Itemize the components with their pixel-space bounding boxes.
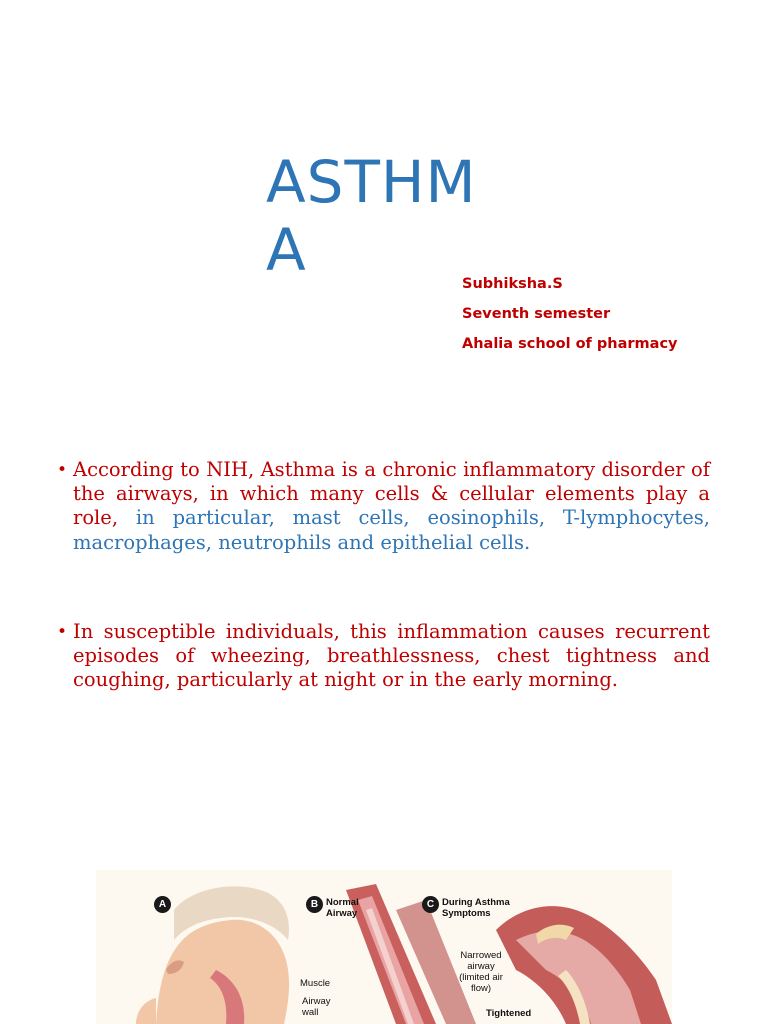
author-name: Subhiksha.S	[462, 276, 563, 292]
panel-b-badge: B	[306, 896, 323, 913]
bullet-definition-text: According to NIH, Asthma is a chronic inflammatory disorder of the airways, in which many cells & cellular elements play a role,	[73, 458, 710, 530]
panel-c-badge: C	[422, 896, 439, 913]
bullet-definition-cells: in particular, mast cells, eosinophils, T-lymphocytes, macrophages, neutrophils and epithelial cells.	[73, 506, 711, 554]
label-airway-wall: Airway wall	[302, 996, 331, 1018]
label-tightened: Tightened	[486, 1008, 532, 1019]
label-muscle: Muscle	[300, 978, 331, 989]
author-school: Ahalia school of pharmacy	[462, 336, 678, 352]
author-semester: Seventh semester	[462, 306, 611, 322]
slide-title: ASTHMA	[266, 148, 477, 284]
asthma-airway-illustration	[96, 870, 672, 1024]
bullet-marker: •	[57, 622, 68, 642]
label-narrowed-airway: Narrowed airway (limited air flow)	[459, 950, 503, 994]
label-normal-airway: Normal Airway	[326, 897, 359, 919]
panel-a-badge: A	[154, 896, 171, 913]
author-block	[462, 272, 678, 362]
label-during-asthma: During Asthma Symptoms	[442, 897, 510, 919]
bullet-definition	[57, 458, 711, 555]
airway-illustration-graphic	[96, 870, 672, 1024]
bullet-marker: •	[57, 460, 68, 480]
bullet-symptoms-text: In susceptible individuals, this inflammation causes recurrent episodes of wheezing, breathlessness, chest tightness and coughing, particularly at night or in the early morning.	[73, 620, 710, 692]
bullet-symptoms	[57, 620, 710, 693]
